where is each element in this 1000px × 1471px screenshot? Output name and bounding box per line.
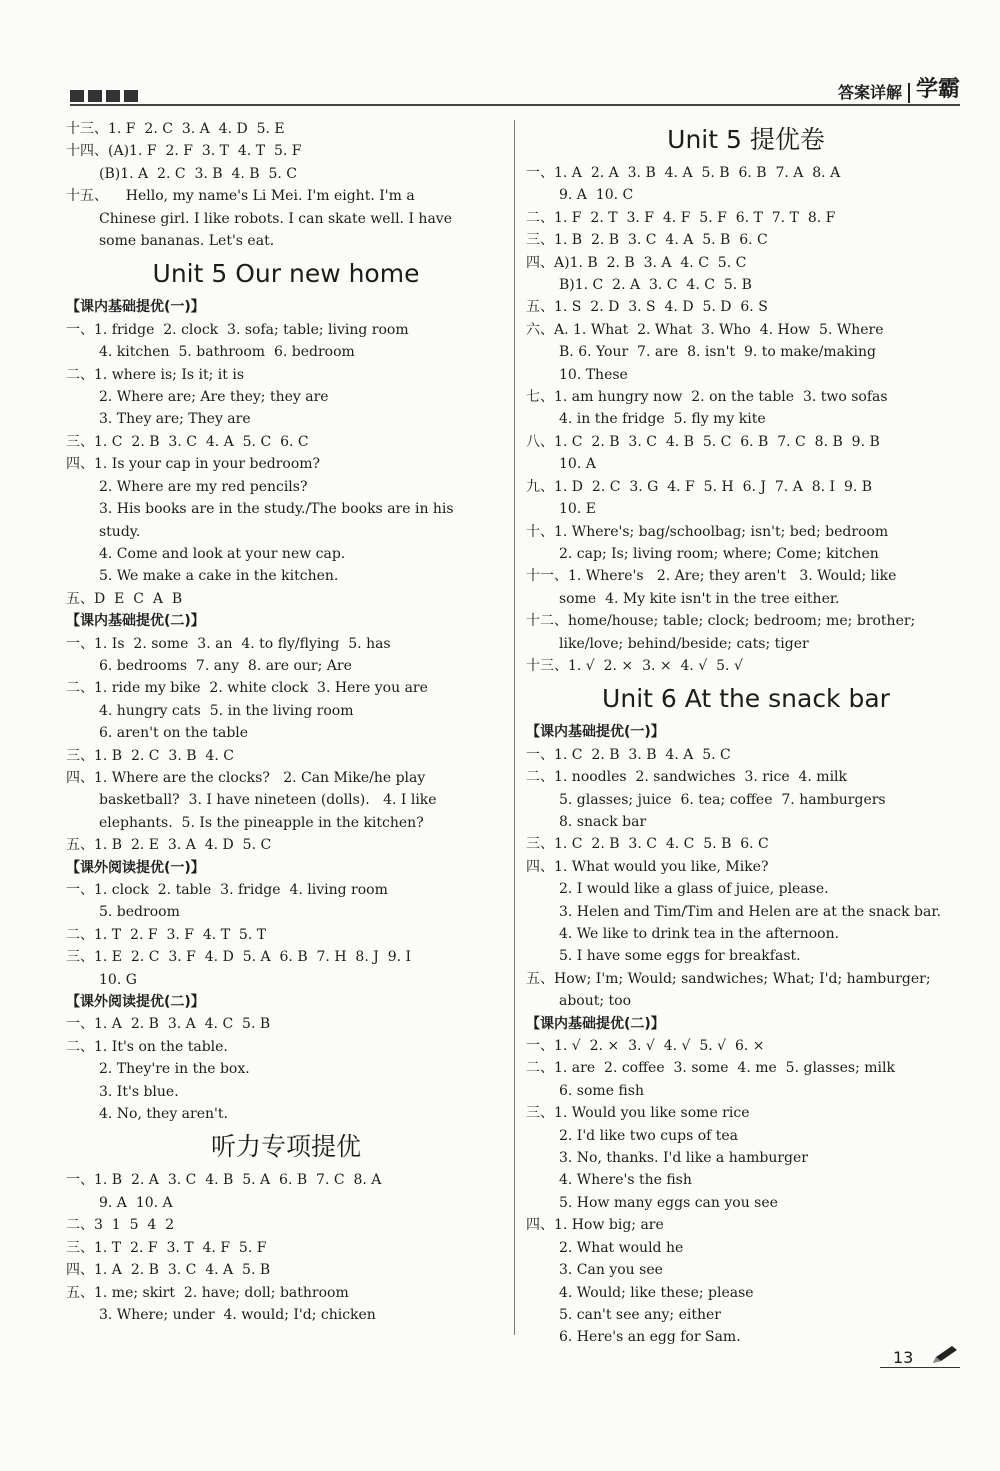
answer-line: Chinese girl. I like robots. I can skate well. I have — [99, 210, 452, 227]
answer-line: 十三、1. √ 2. × 3. × 4. √ 5. √ — [526, 657, 743, 674]
answer-line: 6. bedrooms 7. any 8. are our; Are — [99, 657, 352, 674]
pencil-icon — [930, 1344, 960, 1366]
answer-line: 10. G — [99, 971, 137, 988]
answer-line: B. 6. Your 7. are 8. isn't 9. to make/making — [559, 344, 876, 361]
answer-line: 四、1. Where are the clocks? 2. Can Mike/he play — [66, 769, 426, 786]
answer-line: about; too — [559, 993, 632, 1010]
header-decoration — [70, 90, 138, 102]
section-heading: 【课外阅读提优(一)】 — [66, 859, 205, 876]
right-column — [526, 118, 966, 1349]
answer-line: elephants. 5. Is the pineapple in the kitchen? — [99, 814, 424, 831]
answer-line: 一、1. clock 2. table 3. fridge 4. living room — [66, 882, 388, 898]
page-number-rule — [880, 1367, 960, 1368]
answer-line: 4. Would; like these; please — [559, 1284, 754, 1301]
answer-line: 3. No, thanks. I'd like a hamburger — [559, 1150, 808, 1167]
answer-line: 5. I have some eggs for breakfast. — [559, 948, 801, 965]
answer-line: 10. E — [559, 501, 596, 518]
answer-line: some 4. My kite isn't in the tree either. — [559, 590, 840, 607]
answer-line: 二、1. are 2. coffee 3. some 4. me 5. glasses; milk — [526, 1060, 895, 1077]
answer-line: 五、How; I'm; Would; sandwiches; What; I'd; hamburger; — [526, 970, 931, 987]
answer-line: 2. What would he — [559, 1239, 684, 1256]
answer-line: 二、3 1 5 4 2 — [66, 1217, 175, 1234]
section-heading: 【课内基础提优(二)】 — [526, 1015, 665, 1032]
answer-line: 一、1. C 2. B 3. B 4. A 5. C — [526, 746, 731, 763]
answer-line: 九、1. D 2. C 3. G 4. F 5. H 6. J 7. A 8. I 9. B — [526, 478, 873, 495]
answer-line: 一、1. Is 2. some 3. an 4. to fly/flying 5. has — [66, 635, 391, 652]
answer-line: 四、1. Is your cap in your bedroom? — [66, 456, 321, 473]
answer-line: 3. His books are in the study./The books are in his — [99, 501, 454, 518]
answer-line: 五、D E C A B — [66, 590, 183, 607]
answer-line: 三、1. C 2. B 3. C 4. C 5. B 6. C — [526, 836, 769, 853]
answer-line: 2. Where are; Are they; they are — [99, 389, 329, 406]
answer-line: 一、1. B 2. A 3. C 4. B 5. A 6. B 7. C 8. A — [66, 1172, 382, 1189]
answer-line: 10. These — [559, 366, 628, 383]
page-header — [70, 77, 960, 106]
answer-line: 3. They are; They are — [99, 411, 251, 428]
answer-line: 4. in the fridge 5. fly my kite — [559, 411, 766, 428]
answer-line: 五、1. B 2. E 3. A 4. D 5. C — [66, 837, 272, 854]
answer-line: 七、1. am hungry now 2. on the table 3. two sofas — [526, 389, 888, 406]
answer-line: 二、1. T 2. F 3. F 4. T 5. T — [66, 926, 267, 943]
answer-line: 二、1. where is; Is it; it is — [66, 366, 245, 383]
answer-line: 二、1. ride my bike 2. white clock 3. Here you are — [66, 680, 428, 697]
answer-line: 3. It's blue. — [99, 1083, 179, 1100]
answer-line: 二、1. F 2. T 3. F 4. F 5. F 6. T 7. T 8. F — [526, 209, 836, 226]
header-right — [838, 72, 960, 103]
answer-line: (B)1. A 2. C 3. B 4. B 5. C — [99, 165, 297, 182]
answer-line: 3. Where; under 4. would; I'd; chicken — [99, 1306, 376, 1323]
answer-line: 二、1. It's on the table. — [66, 1038, 228, 1055]
answer-line: 5. We make a cake in the kitchen. — [99, 568, 339, 585]
answer-line: 三、1. B 2. B 3. C 4. A 5. B 6. C — [526, 232, 768, 249]
answer-line: 4. We like to drink tea in the afternoon. — [559, 926, 840, 942]
answer-line: 4. kitchen 5. bathroom 6. bedroom — [99, 344, 355, 361]
answer-line: 2. I would like a glass of juice, please. — [559, 881, 829, 898]
unit-heading: Unit 6 At the snack bar — [602, 684, 890, 714]
answer-line: 一、1. A 2. B 3. A 4. C 5. B — [66, 1016, 271, 1033]
answer-line: 三、1. C 2. B 3. C 4. A 5. C 6. C — [66, 433, 309, 450]
answer-line: basketball? 3. I have nineteen (dolls). 4. I like — [99, 792, 437, 809]
answer-line: 5. can't see any; either — [559, 1306, 721, 1323]
answer-line: 一、1. A 2. A 3. B 4. A 5. B 6. B 7. A 8. A — [526, 165, 841, 181]
brand-logo: 学霸 — [915, 77, 960, 102]
answer-line: like/love; behind/beside; cats; tiger — [559, 635, 809, 652]
answer-line: 4. hungry cats 5. in the living room — [99, 702, 354, 719]
answer-line: 三、1. E 2. C 3. F 4. D 5. A 6. B 7. H 8. J 9. I — [66, 949, 412, 966]
unit-heading: Unit 5 Our new home — [152, 259, 420, 289]
section-heading: 【课内基础提优(一)】 — [526, 724, 665, 741]
answer-line: 五、1. S 2. D 3. S 4. D 5. D 6. S — [526, 299, 768, 316]
answer-line: 四、1. What would you like, Mike? — [526, 858, 769, 875]
answer-line: 十五、 Hello, my name's Li Mei. I'm eight. I'm a — [66, 188, 415, 205]
answer-line: 8. snack bar — [559, 813, 647, 830]
unit-heading: 听力专项提优 — [210, 1132, 361, 1162]
answer-line: 三、1. B 2. C 3. B 4. C — [66, 747, 234, 764]
answer-line: 5. How many eggs can you see — [559, 1194, 778, 1211]
answer-line: 三、1. Would you like some rice — [526, 1105, 750, 1122]
answer-line: 十四、(A)1. F 2. F 3. T 4. T 5. F — [66, 143, 302, 160]
answer-line: 6. some fish — [559, 1082, 644, 1099]
answer-line: some bananas. Let's eat. — [99, 233, 275, 250]
section-heading: 【课内基础提优(一)】 — [66, 299, 205, 316]
answer-line: 10. A — [559, 456, 596, 473]
answer-line: 9. A 10. C — [559, 187, 634, 204]
section-heading: 【课外阅读提优(二)】 — [66, 994, 205, 1011]
answer-line: 4. Where's the fish — [559, 1172, 692, 1189]
answer-line: study. — [99, 523, 141, 540]
answer-line: 二、1. noodles 2. sandwiches 3. rice 4. milk — [526, 769, 848, 786]
answer-line: 八、1. C 2. B 3. C 4. B 5. C 6. B 7. C 8. B 9. B — [526, 433, 880, 450]
answer-line: 5. glasses; juice 6. tea; coffee 7. hamburgers — [559, 791, 886, 808]
unit-heading: Unit 5 提优卷 — [667, 125, 825, 154]
answer-line: 一、1. √ 2. × 3. √ 4. √ 5. √ 6. × — [526, 1038, 765, 1055]
section-heading: 【课内基础提优(二)】 — [66, 613, 205, 630]
answer-line: 4. No, they aren't. — [99, 1106, 228, 1123]
answer-line: 四、1. A 2. B 3. C 4. A 5. B — [66, 1262, 271, 1279]
answer-line: 五、1. me; skirt 2. have; doll; bathroom — [66, 1284, 349, 1301]
answer-line: 9. A 10. A — [99, 1194, 173, 1211]
column-divider — [514, 120, 515, 1335]
answer-line: 三、1. T 2. F 3. T 4. F 5. F — [66, 1239, 267, 1256]
answer-line: 6. Here's an egg for Sam. — [559, 1329, 741, 1346]
answer-line: 六、A. 1. What 2. What 3. Who 4. How 5. Where — [526, 321, 884, 338]
header-separator — [908, 83, 910, 103]
answer-line: 2. cap; Is; living room; where; Come; kitchen — [559, 545, 879, 562]
answer-line: 5. bedroom — [99, 904, 180, 921]
answer-line: 2. Where are my red pencils? — [99, 478, 308, 495]
answer-line: 3. Can you see — [559, 1262, 663, 1279]
answer-line: 四、A)1. B 2. B 3. A 4. C 5. C — [526, 254, 747, 271]
answer-line: 2. I'd like two cups of tea — [559, 1127, 739, 1144]
answer-line: 4. Come and look at your new cap. — [99, 545, 346, 562]
answer-line: B)1. C 2. A 3. C 4. C 5. B — [559, 277, 752, 294]
answer-line: 6. aren't on the table — [99, 725, 249, 742]
answer-line: 十三、1. F 2. C 3. A 4. D 5. E — [66, 121, 285, 137]
answer-line: 2. They're in the box. — [99, 1061, 250, 1078]
page-number: 13 — [893, 1348, 914, 1367]
answer-line: 十二、home/house; table; clock; bedroom; me; brother; — [526, 613, 916, 630]
answer-line: 一、1. fridge 2. clock 3. sofa; table; living room — [66, 321, 409, 338]
header-label: 答案详解 — [837, 83, 902, 102]
answer-line: 十、1. Where's; bag/schoolbag; isn't; bed; bedroom — [526, 523, 889, 540]
answer-line: 十一、1. Where's 2. Are; they aren't 3. Would; like — [526, 568, 897, 585]
answer-line: 四、1. How big; are — [526, 1217, 664, 1234]
answer-line: 3. Helen and Tim/Tim and Helen are at the snack bar. — [559, 903, 941, 920]
left-column — [66, 118, 506, 1326]
